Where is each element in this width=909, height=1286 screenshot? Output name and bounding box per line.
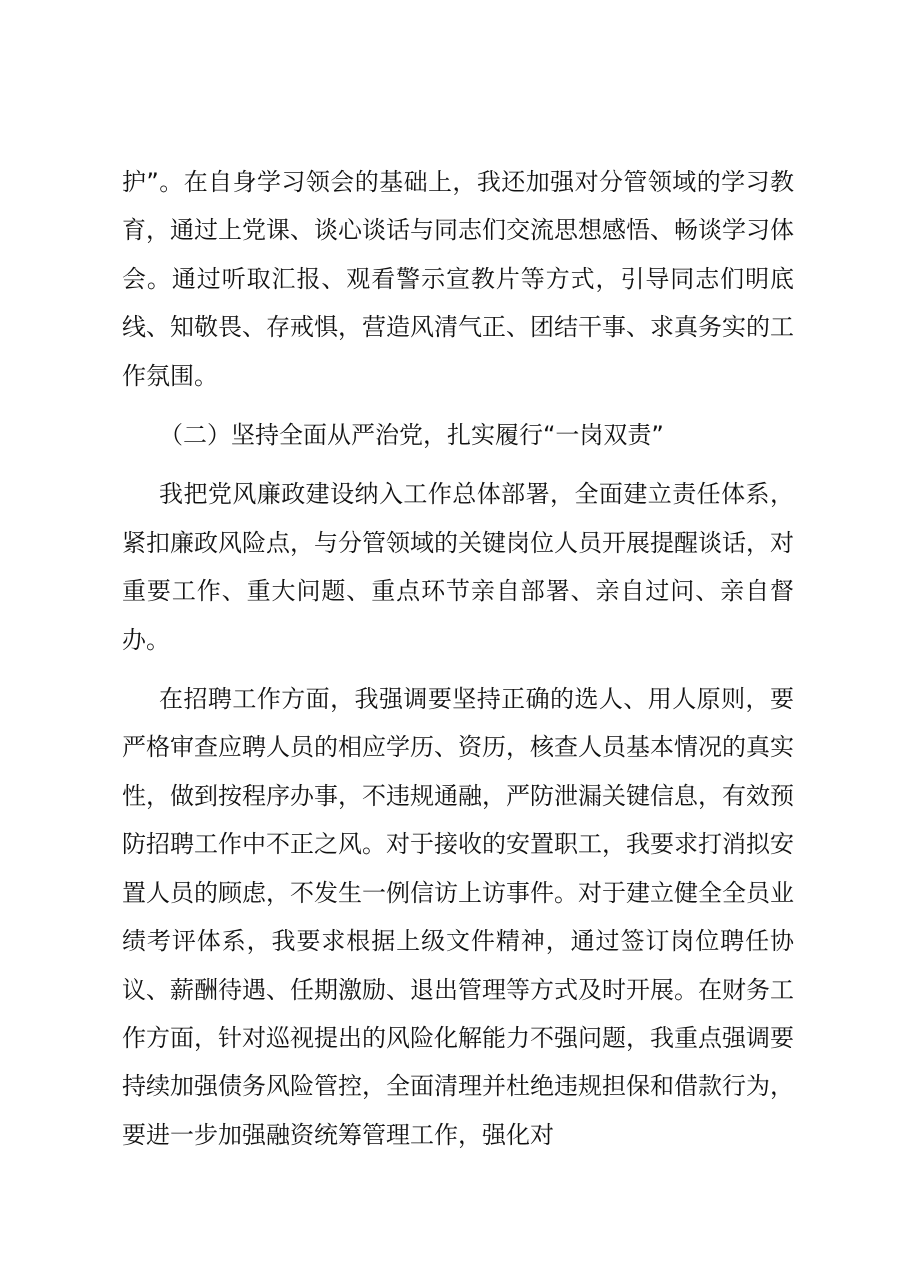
paragraph-responsibility: 我把党风廉政建设纳入工作总体部署，全面建立责任体系，紧扣廉政风险点，与分管领域的关键岗位人员开展提醒谈话，对重要工作、重大问题、重点环节亲自部署、亲自过问、亲自督办。 [122, 480, 794, 654]
paragraph-continuation: 护”。在自身学习领会的基础上，我还加强对分管领域的学习教育，通过上党课、谈心谈话与同志们交流思想感悟、畅谈学习体会。通过听取汇报、观看警示宣教片等方式，引导同志们明底线、知敬畏、存戒惧，营造风清气正、团结干事、求真务实的工作氛围。 [122, 168, 794, 390]
paragraph-recruitment: 在招聘工作方面，我强调要坚持正确的选人、用人原则，要严格审查应聘人员的相应学历、资历，核查人员基本情况的真实性，做到按程序办事，不违规通融，严防泄漏关键信息，有效预防招聘工作中不正之风。对于接收的安置职工，我要求打消拟安置人员的顾虑，不发生一例信访上访事件。对于建立健全全员业绩考评体系，我要求根据上级文件精神，通过签订岗位聘任协议、薪酬待遇、任期激励、退出管理等方式及时开展。在财务工作方面，针对巡视提出的风险化解能力不强问题，我重点强调要持续加强债务风险管控，全面清理并杜绝违规担保和借款行为，要进一步加强融资统筹管理工作，强化对 [122, 685, 794, 1149]
section-heading: （二）坚持全面从严治党，扎实履行“一岗双责” [159, 421, 664, 450]
document-page [122, 158, 794, 1159]
